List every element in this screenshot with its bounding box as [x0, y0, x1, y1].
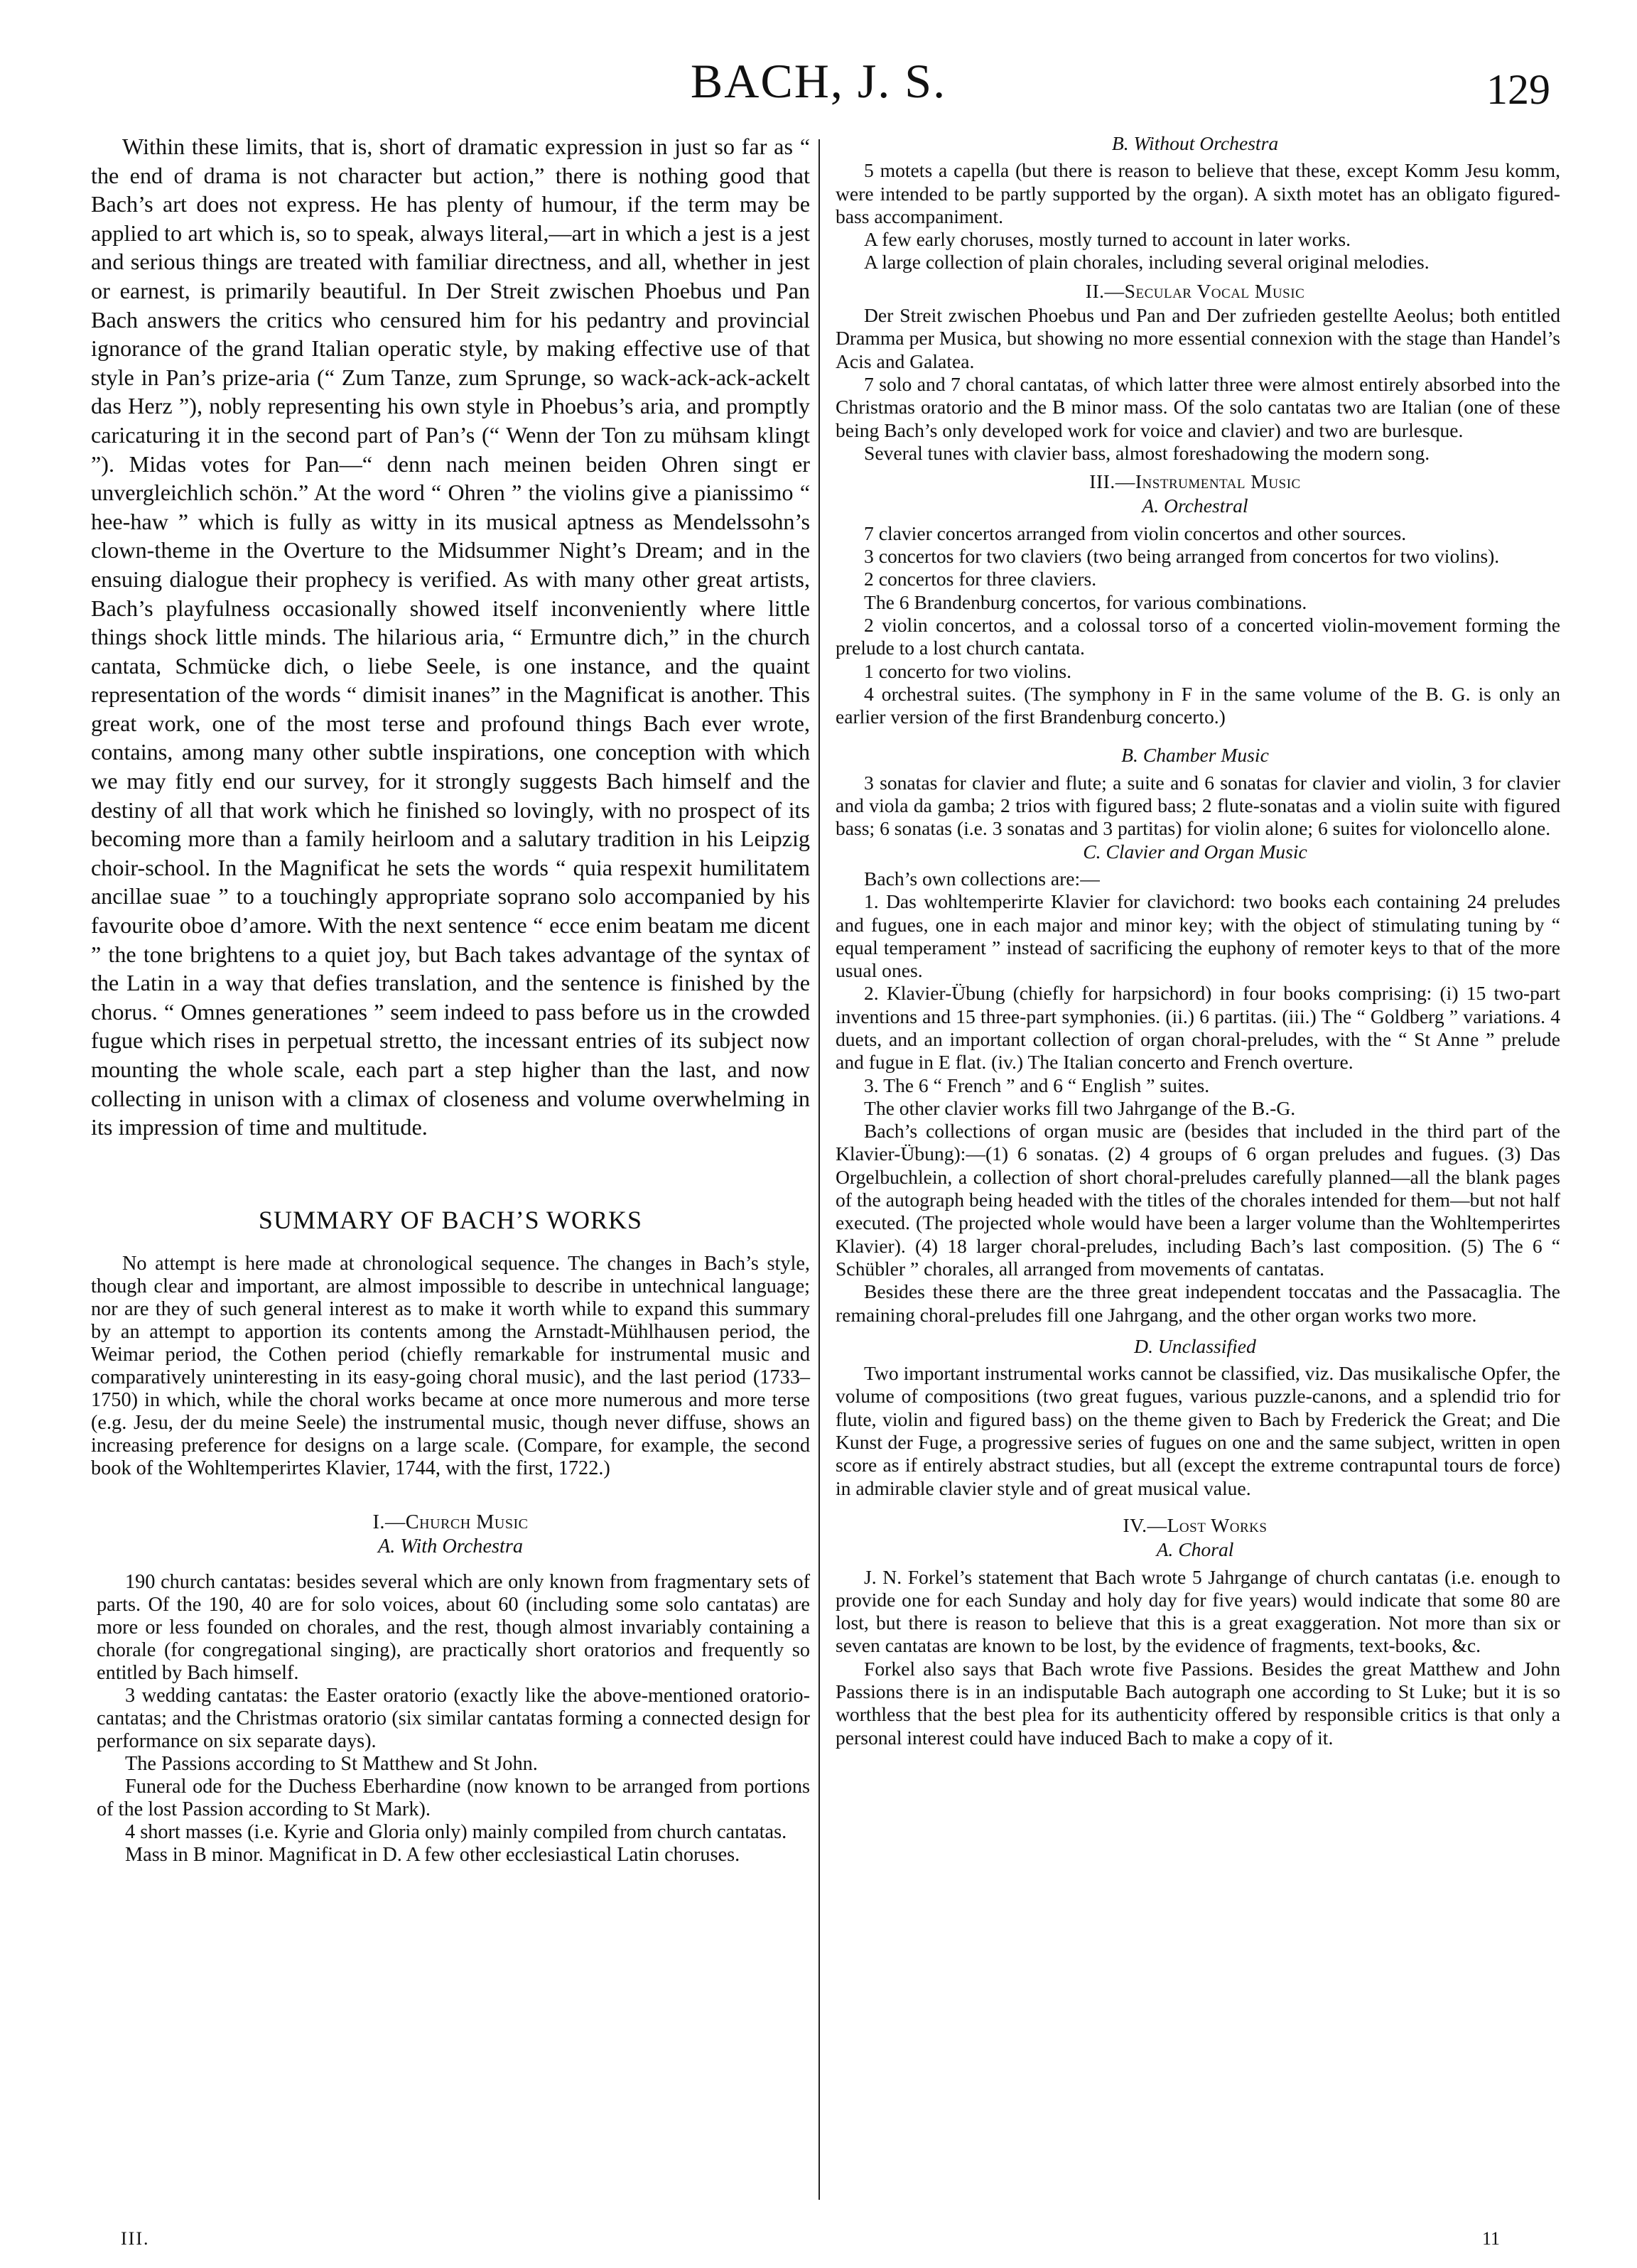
list-item: Several tunes with clavier bass, almost foreshadowing the modern song.: [864, 441, 1430, 464]
list-item: Mass in B minor. Magnificat in D. A few other ecclesiastical Latin choruses.: [125, 1844, 740, 1867]
list-item: Bach’s own collections are:—: [864, 867, 1100, 890]
left-column: [91, 132, 810, 1867]
list-item: 3 sonatas for clavier and flute; a suite and 6 sonatas for clavier and violin, 3 for clavier and viola da gamba; 2 trios with figured bass; 2 flute-sonatas and a violin suite with figured bass; 6 sonatas (i.e. 3 sonatas and 3 partitas) for violin alone; 6 suites for violoncello alone.: [836, 771, 1560, 840]
list-item: The other clavier works fill two Jahrgange of the B.-G.: [864, 1096, 1296, 1119]
signature-mark-right: 11: [1482, 2228, 1501, 2249]
list-item: 3. The 6 “ French ” and 6 “ English ” suites.: [864, 1074, 1210, 1096]
list-item: 3 wedding cantatas: the Easter oratorio (exactly like the above-mentioned oratorio-cantatas; and the Christmas oratorio (six similar cantatas forming a connected design for performance on six separate days).: [97, 1685, 810, 1753]
running-title: BACH, J. S.: [690, 54, 947, 108]
right-column: [830, 132, 1560, 1749]
iv-a-heading: A. Choral: [1156, 1538, 1234, 1561]
list-item: 2 concertos for three claviers.: [864, 568, 1097, 590]
list-item: Funeral ode for the Duchess Eberhardine (now known to be arranged from portions of the lost Passion according to St Mark).: [97, 1776, 810, 1821]
list-item: A large collection of plain chorales, including several original melodies.: [864, 251, 1430, 274]
iii-d-heading: D. Unclassified: [1134, 1334, 1256, 1357]
list-item: J. N. Forkel’s statement that Bach wrote 5 Jahrgange of church cantatas (i.e. enough to provide one for each Sunday and holy day for five years) would indicate that some 80 are lost, but there is reason to believe that this is a great exaggeration. Not more than six or seven cantatas are known to be lost, by the evidence of fragments, text-books, &c.: [836, 1565, 1560, 1657]
list-item: Der Streit zwischen Phoebus und Pan and Der zufrieden gestellte Aeolus; both entitled Dramma per Musica, but showing no more essential connexion with the stage than Handel’s Acis and Galatea.: [836, 304, 1560, 372]
list-item: Bach’s collections of organ music are (besides that included in the third part of the Klavier-Übung):—(1) 6 sonatas. (2) 4 groups of 6 organ preludes and fugues. (3) Das Orgelbuchlein, a collection of short choral-preludes carefully planned—all the blank pages of the autograph being headed with the titles of the chorales intended for them—but not half executed. (The projected whole would have been a larger volume than the Wohltemperirtes Klavier). (4) 18 larger choral-preludes, including Bach’s last composition. (5) The 6 “ Schübler ” chorales, all arranged from movements of cantatas.: [836, 1120, 1560, 1280]
list-item: 2 violin concertos, and a colossal torso of a concerted violin-movement forming the prelude to a lost church cantata.: [836, 613, 1560, 659]
part-ii-heading: II.—Secular Vocal Music: [1085, 279, 1305, 302]
list-item: 7 solo and 7 choral cantatas, of which latter three were almost entirely absorbed into the Christmas oratorio and the B minor mass. Of the solo cantatas two are Italian (one of these being Bach’s only developed work for voice and clavier) and two are burlesque.: [836, 372, 1560, 441]
part-iv-heading: IV.—Lost Works: [1123, 1513, 1268, 1536]
list-item: 5 motets a capella (but there is reason to believe that these, except Komm Jesu komm, were intended to be partly supported by the organ). A sixth motet has an obligato figured-bass accompaniment.: [836, 159, 1560, 227]
intro-paragraph: Within these limits, that is, short of dramatic expression in just so far as “ the end of drama is not character but action,” there is nothing good that Bach’s art does not express. He has plenty of humour, if the term may be applied to art which is, so to speak, always literal,—art in which a jest is a jest and serious things are treated with familiar directness, and all, whether in jest or earnest, is primarily beautiful. In Der Streit zwischen Phoebus und Pan Bach answers the critics who censured him for his pedantry and provincial ignorance of the grand Italian operatic style, by making effective use of that style in Pan’s prize-aria (“ Zum Tanze, zum Sprunge, so wack-ack-ack-ackelt das Herz ”), nobly representing his own style in Phoebus’s aria, and promptly caricaturing it in the second part of Pan’s (“ Wenn der Ton zu mühsam klingt ”). Midas votes for Pan—“ denn nach meinen beiden Ohren singt er unvergleichlich schön.” At the word “ Ohren ” the violins give a pianissimo “ hee-haw ” which is fully as witty in its musical aptness as Mendelssohn’s clown-theme in the Overture to the Midsummer Night’s Dream; and in the ensuing dialogue their prophecy is verified. As with many other great artists, Bach’s playfulness occasionally showed itself inconveniently where little things shock little minds. The hilarious aria, “ Ermuntre dich,” in the church cantata, Schmücke dich, o liebe Seele, is one instance, and the quaint representation of the words “ dimisit inanes” in the Magnificat is another. This great work, one of the most terse and profound things Bach ever wrote, contains, among many other subtle inspirations, one conception with which we may fitly end our survey, for it strongly suggests Bach himself and the destiny of all that work which he finished so lovingly, with no prospect of its becoming more than a family heirloom and a salutary tradition in his Leipzig choir-school. In the Magnificat he sets the words “ quia respexit humilitatem ancillae suae ” to a touchingly appropriate soprano solo accompanied by his favourite oboe d’amore. With the next sentence “ ecce enim beatam me dicent ” the tone brightens to a quiet joy, but Bach takes advantage of the syntax of the Latin in a way that defies translation, and the sentence is finished by the chorus. “ Omnes generationes ” seem indeed to pass before us in the crowded fugue which rises in perpetual stretto, the incessant entries of its subject now mounting the whole scale, each part a step higher than the last, and now collecting in unison with a climax of closeness and volume overwhelming in its impression of time and multitude.: [91, 134, 810, 1140]
list-item: 7 clavier concertos arranged from violin concertos and other sources.: [864, 522, 1407, 544]
list-item: Besides these there are the three great independent toccatas and the Passacaglia. The remaining choral-preludes fill one Jahrgang, and the other organ works two more.: [836, 1280, 1560, 1326]
list-item: 3 concertos for two claviers (two being arranged from concertos for two violins).: [864, 545, 1500, 568]
page-number: 129: [1486, 66, 1550, 113]
list-item: 1 concerto for two violins.: [864, 659, 1071, 682]
part-i-heading: I.—Church Music: [372, 1511, 529, 1534]
list-item: 1. Das wohltemperirte Klavier for clavichord: two books each containing 24 preludes and fugues, one in each major and minor key; with the object of stimulating tuning by “ equal temperament ” instead of sacrificing the euphony of remoter keys to that of the more usual ones.: [836, 890, 1560, 982]
i-b-heading: B. Without Orchestra: [1111, 132, 1279, 154]
part-iii-heading: III.—Instrumental Music: [1089, 470, 1301, 493]
list-item: The 6 Brandenburg concertos, for various combinations.: [864, 590, 1307, 613]
list-item: 190 church cantatas: besides several which are only known from fragmentary sets of parts. Of the 190, 40 are for solo voices, about 60 (including some solo cantatas) are more or less founded on chorales, and the rest, though almost invariably containing a chorale (for congregational singing), are practically short oratorios and frequently so entitled by Bach himself.: [97, 1571, 810, 1685]
list-item: 2. Klavier-Übung (chiefly for harpsichord) in four books comprising: (i) 15 two-part inventions and 15 three-part symphonies. (ii.) 6 partitas. (iii.) The “ Goldberg ” variations. 4 duets, and an important collection of organ choral-preludes, with the “ St Anne ” prelude and fugue in E flat. (iv.) The Italian concerto and French overture.: [836, 982, 1560, 1074]
list-item: Two important instrumental works cannot be classified, viz. Das musikalische Opfer, the volume of compositions (two great fugues, various puzzle-canons, and a splendid trio for flute, violin and figured bass) on the theme given to Bach by Frederick the Great; and Die Kunst der Fuge, a progressive series of fugues on one and the same subject, written in open score as if entirely abstract studies, but all (except the extreme contrapuntal tours de force) in admirable clavier style and of great musical value.: [836, 1362, 1560, 1499]
signature-mark-left: III.: [121, 2228, 150, 2249]
iii-b-heading: B. Chamber Music: [1121, 744, 1269, 767]
part-i-a-heading: A. With Orchestra: [377, 1535, 524, 1558]
summary-block: [91, 1253, 810, 1867]
summary-intro: No attempt is here made at chronological sequence. The changes in Bach’s style, though clear and important, are almost impossible to describe in untechnical language; nor are they of such general interest as to make it worth while to expand this summary by an attempt to apportion its contents among the Arnstadt-Mühlhausen period, the Weimar period, the Cothen period (chiefly remarkable for instrumental music and comparatively uninteresting in its easy-going choral music), and the last period (1733–1750) in which, while the choral works became at once more numerous and more terse (e.g. Jesu, der du meine Seele) the instrumental music, though never diffuse, shows an increasing preference for designs on a large scale. (Compare, for example, the second book of the Wohltemperirtes Klavier, 1744, with the first, 1722.): [91, 1253, 810, 1480]
list-item: The Passions according to St Matthew and St John.: [125, 1753, 538, 1776]
iii-c-heading: C. Clavier and Organ Music: [1083, 840, 1307, 863]
column-divider: [818, 139, 820, 2200]
list-item: 4 short masses (i.e. Kyrie and Gloria only) mainly compiled from church cantatas.: [125, 1821, 787, 1844]
list-item: Forkel also says that Bach wrote five Passions. Besides the great Matthew and John Passions there is in an indisputable Bach autograph one according to St Luke; but it is so worthless that the best plea for its authenticity offered by responsible critics is that only a personal interest could have induced Bach to make a copy of it.: [836, 1657, 1560, 1749]
iii-a-heading: A. Orchestral: [1142, 495, 1248, 517]
list-item: 4 orchestral suites. (The symphony in F in the same volume of the B. G. is only an earlier version of the first Brandenburg concerto.): [836, 682, 1560, 728]
list-item: A few early choruses, mostly turned to account in later works.: [864, 228, 1351, 251]
summary-heading: SUMMARY OF BACH’S WORKS: [258, 1205, 643, 1234]
